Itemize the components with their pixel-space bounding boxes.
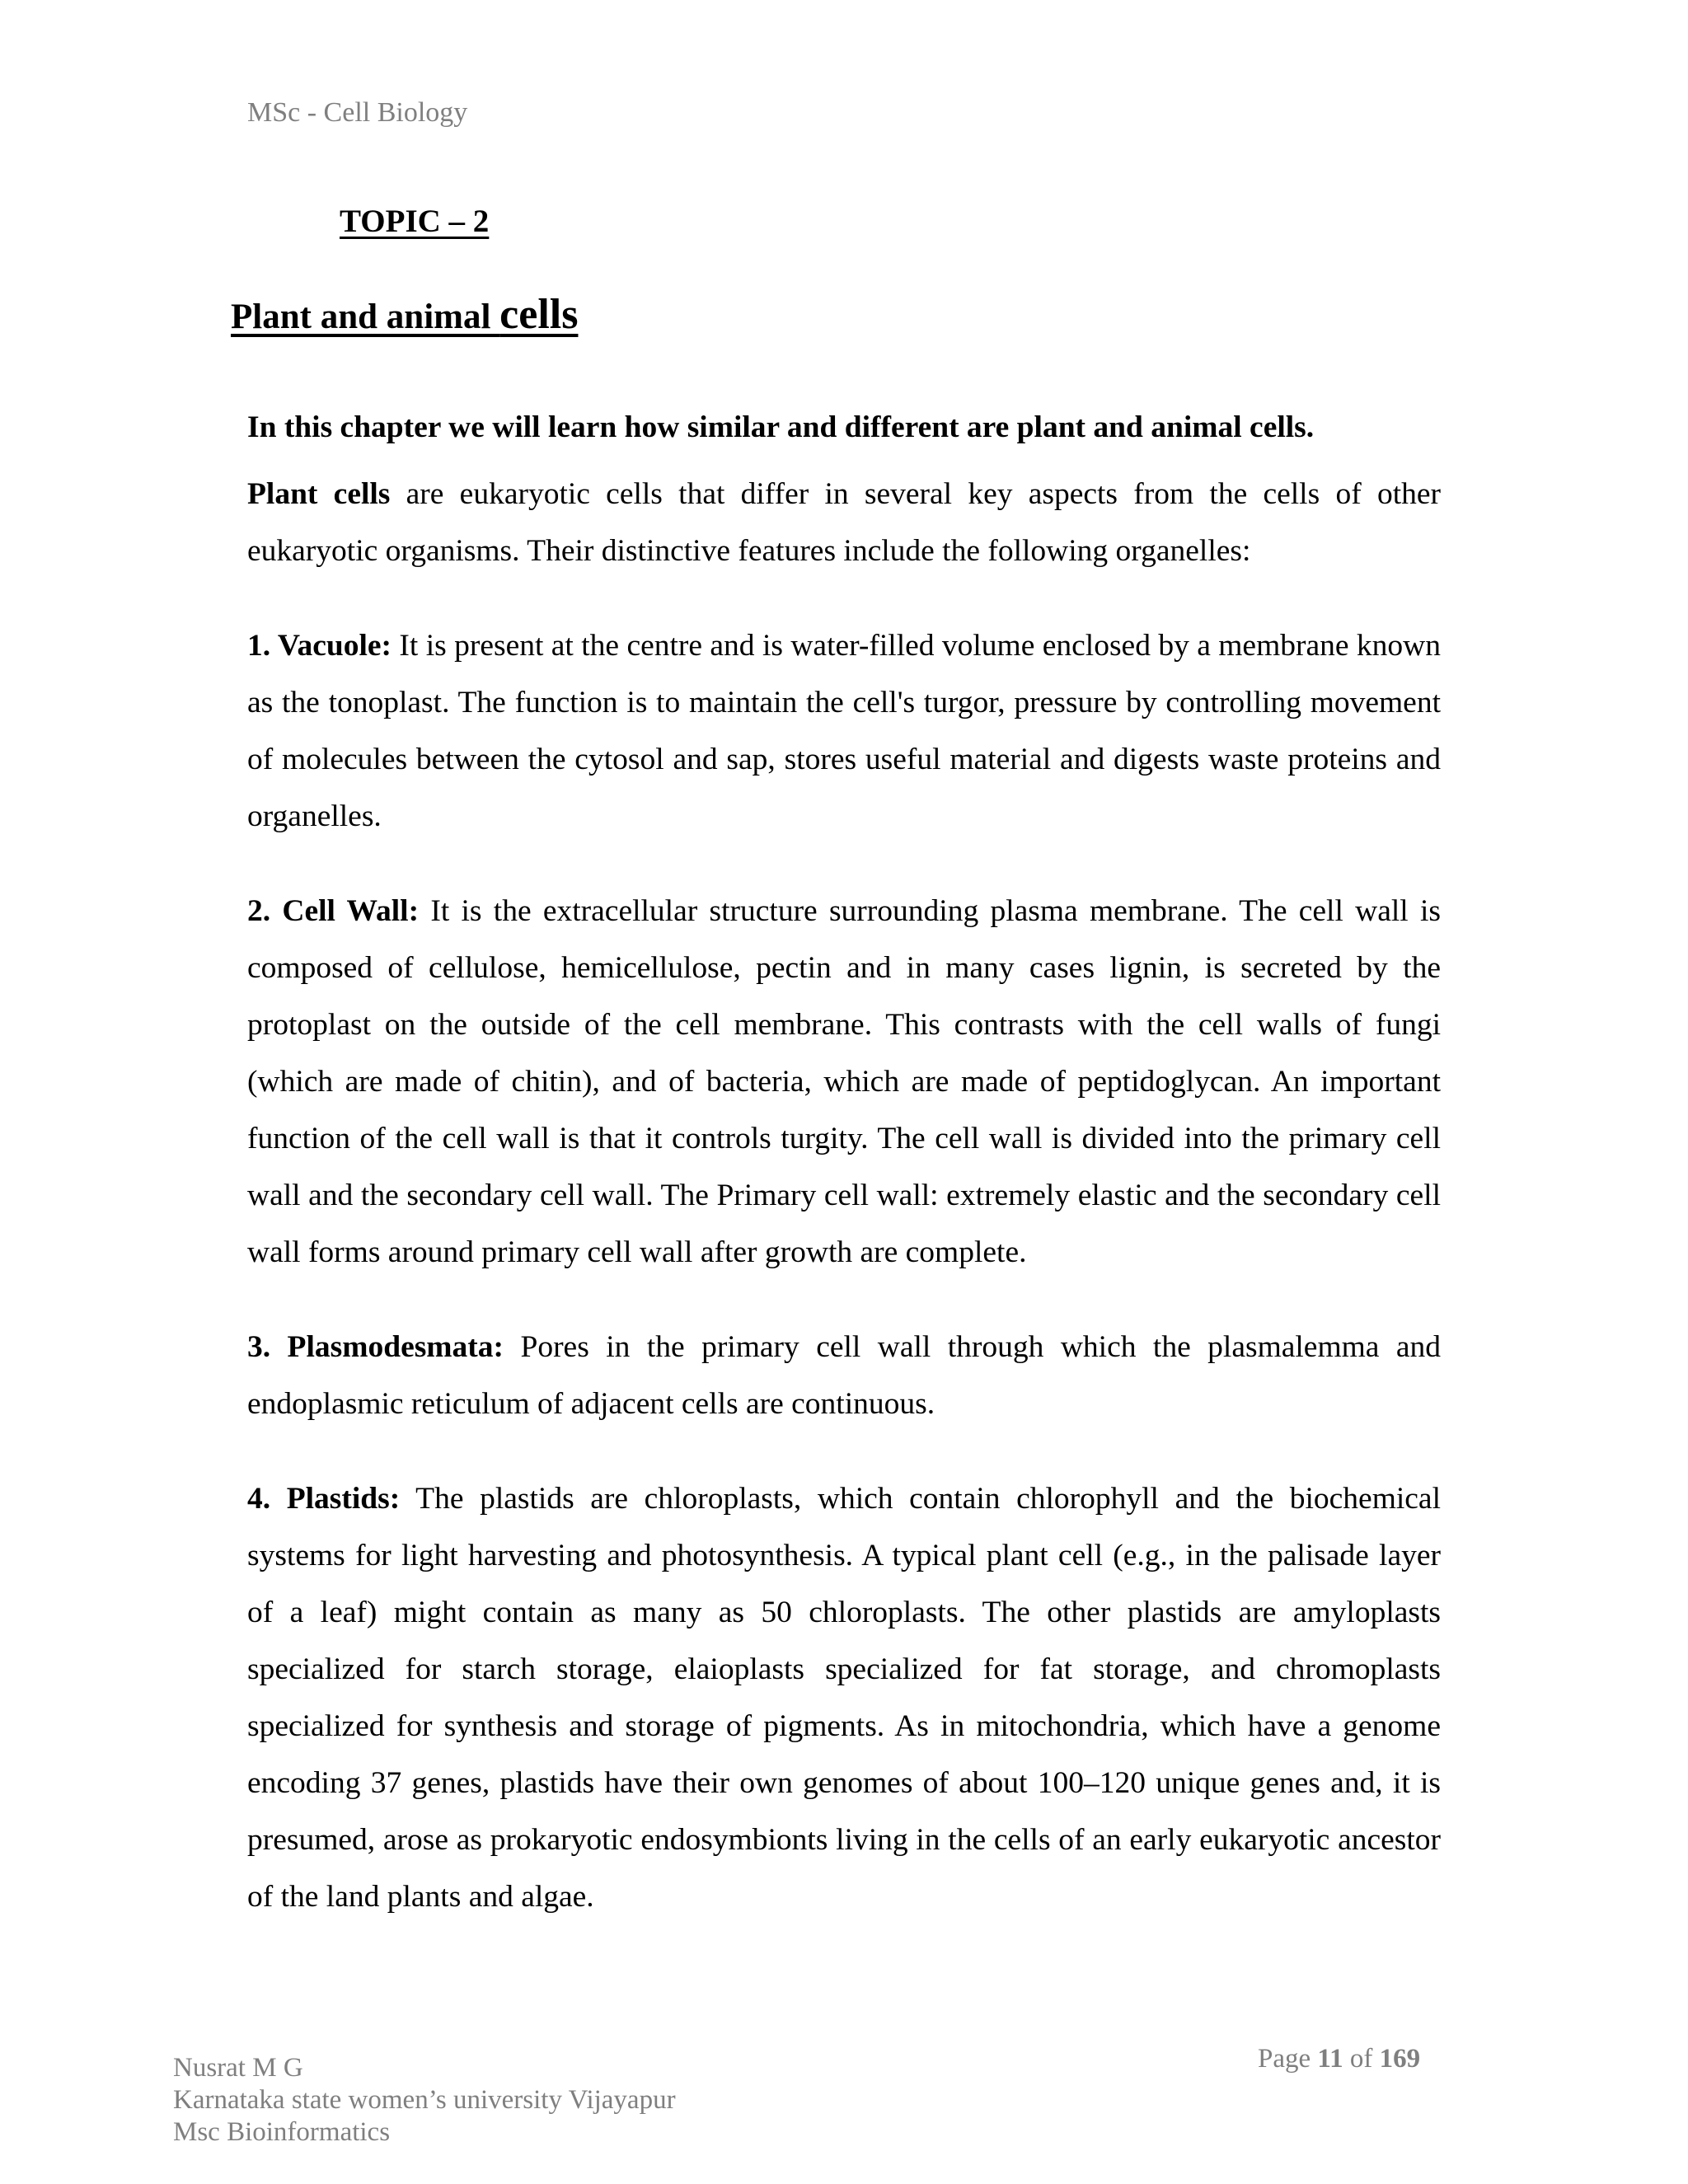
footer-university: Karnataka state women’s university Vijayapur [173,2085,676,2115]
page-current: 11 [1317,2044,1343,2074]
plant-cells-term: Plant cells [247,477,391,511]
page-of: of [1343,2044,1380,2074]
feature-text: It is the extracellular structure surrounding plasma membrane. The cell wall is composed of cellulose, hemicellulose, pectin and in many cases lignin, is secreted by the protoplast on the outside of the cell membrane. This contrasts with the cell walls of fungi (which are made of chitin), and of bacteria, which are made of peptidoglycan. An important function of the cell wall is that it controls turgity. The cell wall is divided into the primary cell wall and the secondary cell wall. The Primary cell wall: extremely elastic and the secondary cell wall forms around primary cell wall after growth are complete. [247,894,1441,1269]
feature-cell-wall [247,883,1441,1281]
page-prefix: Page [1258,2044,1318,2074]
chapter-title-part1: Plant and animal [231,298,500,336]
feature-plastids [247,1470,1441,1925]
footer-author-block [173,2052,676,2149]
feature-text: The plastids are chloroplasts, which contain chlorophyll and the biochemical systems for light harvesting and photosynthesis. A typical plant cell (e.g., in the palisade layer of a leaf) might contain as many as 50 chloroplasts. The other plastids are amyloplasts specialized for starch storage, elaioplasts specialized for fat storage, and chromoplasts specialized for synthesis and storage of pigments. As in mitochondria, which have a genome encoding 37 genes, plastids have their own genomes of about 100–120 unique genes and, it is presumed, arose as prokaryotic endosymbionts living in the cells of an early eukaryotic ancestor of the land plants and algae. [247,1482,1442,1914]
topic-heading: TOPIC – 2 [340,204,490,239]
feature-plasmodesmata [247,1319,1441,1432]
feature-vacuole [247,617,1441,845]
page-total: 169 [1379,2044,1421,2074]
plant-cells-text: are eukaryotic cells that differ in several key aspects from the cells of other eukaryotic organisms. Their distinctive features include the following organelles: [247,477,1441,568]
footer-author: Nusrat M G [173,2053,303,2083]
footer-program: Msc Bioinformatics [173,2117,391,2147]
chapter-title-part2: cells [499,291,579,338]
feature-text: It is present at the centre and is water-filled volume enclosed by a membrane known as the tonoplast. The function is to maintain the cell's turgor, pressure by controlling movement of molecules between the cytosol and sap, stores useful material and digests waste proteins and organelles. [247,629,1441,833]
feature-term: 1. Vacuole: [247,629,392,663]
intro-sentence: In this chapter we will learn how similar and different are plant and animal cells. [247,410,1315,444]
feature-term: 3. Plasmodesmata: [247,1330,504,1364]
main-content [247,399,1441,1963]
feature-term: 4. Plastids: [247,1482,401,1516]
page-number [1258,2044,1420,2074]
feature-text: Pores in the primary cell wall through which the plasmalemma and endoplasmic reticulum of adjacent cells are continuous. [247,1330,1442,1421]
running-header: MSc - Cell Biology [247,97,468,128]
feature-term: 2. Cell Wall: [247,894,420,928]
plant-cells-paragraph [247,466,1441,579]
chapter-title [231,290,578,339]
